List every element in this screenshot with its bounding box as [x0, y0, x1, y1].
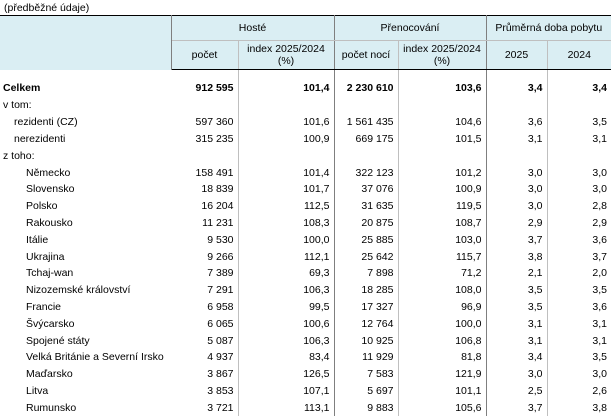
- row-label: z toho:: [3, 149, 35, 162]
- cell-avg-2024: 3,8: [592, 401, 608, 414]
- cell-nights-count: [334, 147, 398, 164]
- cell-guests-count: 4 937: [171, 349, 238, 366]
- cell-guests-index: 99,5: [238, 299, 334, 316]
- cell-guests-index: 101,4: [238, 76, 334, 97]
- cell-guests-index: [238, 97, 334, 114]
- cell-nights-count: 20 875: [334, 215, 398, 232]
- cell-avg-2025: 3,7: [486, 231, 547, 248]
- header-group-avg-stay: Průměrná doba pobytu: [486, 16, 611, 41]
- cell-nights-index: 108,0: [398, 282, 486, 299]
- cell-avg-2024: [547, 97, 611, 114]
- table-row: [0, 332, 611, 349]
- table-row: [0, 315, 611, 332]
- cell-guests-index: 100,9: [238, 131, 334, 148]
- cell-nights-count: 2 230 610: [334, 76, 398, 97]
- table-row: [0, 164, 611, 181]
- cell-guests-count: 7 291: [171, 282, 238, 299]
- cell-avg-2025: [486, 97, 547, 114]
- cell-nights-index: 104,6: [398, 114, 486, 131]
- table-row: [0, 366, 611, 383]
- cell-avg-2025: 3,0: [486, 164, 547, 181]
- cell-guests-count: 912 595: [171, 76, 238, 97]
- cell-guests-count: 11 231: [171, 215, 238, 232]
- cell-guests-index: 112,5: [238, 198, 334, 215]
- table-row: [0, 114, 611, 131]
- cell-avg-2025: 2,5: [486, 383, 547, 400]
- row-label: Rakousko: [26, 216, 73, 229]
- cell-nights-index: 103,6: [398, 76, 486, 97]
- cell-guests-count: 158 491: [171, 164, 238, 181]
- cell-nights-count: 18 285: [334, 282, 398, 299]
- cell-guests-index: 106,3: [238, 332, 334, 349]
- cell-nights-index: [398, 97, 486, 114]
- row-label: Itálie: [26, 233, 49, 246]
- cell-guests-count: 6 958: [171, 299, 238, 316]
- cell-guests-count: 3 721: [171, 399, 238, 416]
- cell-nights-index: [398, 147, 486, 164]
- row-label: Švýcarsko: [26, 317, 75, 330]
- accommodation-table: [0, 15, 611, 416]
- cell-avg-2025: 2,1: [486, 265, 547, 282]
- cell-avg-2024: 2,0: [592, 267, 608, 280]
- cell-avg-2024: 3,0: [592, 166, 608, 179]
- header-group-guests: Hosté: [171, 16, 334, 41]
- cell-nights-index: 119,5: [398, 198, 486, 215]
- cell-avg-2025: 3,6: [486, 114, 547, 131]
- cell-nights-index: 101,5: [398, 131, 486, 148]
- cell-avg-2024: [547, 147, 611, 164]
- cell-guests-index: 101,7: [238, 181, 334, 198]
- row-label: Německo: [26, 166, 71, 179]
- header-avg-2025: 2025: [486, 41, 547, 70]
- cell-guests-count: [171, 97, 238, 114]
- cell-guests-count: 315 235: [171, 131, 238, 148]
- cell-avg-2024: 2,6: [592, 384, 608, 397]
- cell-nights-index: 71,2: [398, 265, 486, 282]
- row-label: Ukrajina: [26, 250, 65, 263]
- table-row: [0, 198, 611, 215]
- cell-avg-2025: 2,9: [486, 215, 547, 232]
- cell-avg-2024: 3,1: [592, 132, 608, 145]
- cell-avg-2025: 3,4: [486, 76, 547, 97]
- table-header: [0, 16, 611, 70]
- cell-avg-2024: 3,6: [592, 300, 608, 313]
- cell-nights-count: 25 642: [334, 248, 398, 265]
- cell-nights-count: 17 327: [334, 299, 398, 316]
- cell-nights-index: 81,8: [398, 349, 486, 366]
- table-row: [0, 383, 611, 400]
- cell-guests-count: 18 839: [171, 181, 238, 198]
- cell-avg-2024: 2,9: [592, 216, 608, 229]
- cell-nights-count: 11 929: [334, 349, 398, 366]
- cell-nights-index: 100,9: [398, 181, 486, 198]
- cell-nights-index: 101,1: [398, 383, 486, 400]
- cell-nights-count: 10 925: [334, 332, 398, 349]
- cell-nights-index: 103,0: [398, 231, 486, 248]
- cell-nights-count: 12 764: [334, 315, 398, 332]
- cell-guests-index: 100,0: [238, 231, 334, 248]
- cell-guests-count: 3 867: [171, 366, 238, 383]
- cell-guests-index: 106,3: [238, 282, 334, 299]
- cell-guests-index: 69,3: [238, 265, 334, 282]
- cell-guests-count: 6 065: [171, 315, 238, 332]
- cell-guests-count: 597 360: [171, 114, 238, 131]
- cell-nights-index: 105,6: [398, 399, 486, 416]
- cell-nights-count: 7 898: [334, 265, 398, 282]
- cell-nights-index: 115,7: [398, 248, 486, 265]
- cell-nights-count: 322 123: [334, 164, 398, 181]
- cell-avg-2024: 3,5: [592, 284, 608, 297]
- cell-avg-2024: 3,6: [592, 233, 608, 246]
- table-row: [0, 299, 611, 316]
- cell-guests-index: 112,1: [238, 248, 334, 265]
- row-label: Nizozemské království: [26, 284, 131, 297]
- cell-avg-2025: 3,0: [486, 181, 547, 198]
- header-guests-count: počet: [171, 41, 238, 70]
- cell-guests-count: 9 266: [171, 248, 238, 265]
- table-row: [0, 248, 611, 265]
- row-label: Litva: [26, 384, 49, 397]
- cell-avg-2024: 3,5: [592, 351, 608, 364]
- cell-guests-index: [238, 147, 334, 164]
- cell-guests-index: 100,6: [238, 315, 334, 332]
- total-row: [0, 76, 611, 97]
- cell-guests-index: 113,1: [238, 399, 334, 416]
- cell-avg-2025: 3,5: [486, 282, 547, 299]
- cell-avg-2025: 3,0: [486, 366, 547, 383]
- cell-nights-count: 37 076: [334, 181, 398, 198]
- table-row: [0, 399, 611, 416]
- cell-nights-index: 108,7: [398, 215, 486, 232]
- row-label: Tchaj-wan: [26, 267, 74, 280]
- table-row: [0, 215, 611, 232]
- cell-guests-count: 16 204: [171, 198, 238, 215]
- cell-avg-2024: 3,4: [592, 82, 608, 94]
- header-group-nights: Přenocování: [334, 16, 486, 41]
- cell-guests-count: [171, 147, 238, 164]
- row-label: Francie: [26, 300, 62, 313]
- cell-avg-2024: 3,0: [592, 183, 608, 196]
- cell-guests-index: 107,1: [238, 383, 334, 400]
- table-row: [0, 349, 611, 366]
- table-row: [0, 231, 611, 248]
- row-label: nerezidenti: [14, 132, 66, 145]
- row-label: Velká Británie a Severní Irsko: [26, 351, 164, 364]
- row-label: Rumunsko: [26, 401, 77, 414]
- table-note: (předběžné údaje): [4, 2, 90, 14]
- cell-guests-count: 7 389: [171, 265, 238, 282]
- cell-avg-2024: 2,8: [592, 200, 608, 213]
- header-nights-count: počet nocí: [334, 41, 398, 70]
- table-row: [0, 131, 611, 148]
- cell-avg-2025: 3,4: [486, 349, 547, 366]
- row-label: Spojené státy: [26, 334, 90, 347]
- cell-nights-index: 106,8: [398, 332, 486, 349]
- table-row: [0, 181, 611, 198]
- cell-nights-count: 669 175: [334, 131, 398, 148]
- cell-nights-count: 9 883: [334, 399, 398, 416]
- cell-avg-2025: 3,8: [486, 248, 547, 265]
- row-label: Polsko: [26, 200, 58, 213]
- row-label: Maďarsko: [26, 368, 73, 381]
- cell-guests-index: 126,5: [238, 366, 334, 383]
- row-label: Celkem: [3, 82, 41, 94]
- cell-avg-2024: 3,1: [592, 334, 608, 347]
- table-row: [0, 265, 611, 282]
- cell-avg-2025: 3,1: [486, 131, 547, 148]
- cell-avg-2025: [486, 147, 547, 164]
- header-avg-2024: 2024: [547, 41, 611, 70]
- cell-guests-index: 108,3: [238, 215, 334, 232]
- cell-nights-index: 96,9: [398, 299, 486, 316]
- cell-avg-2024: 3,1: [592, 317, 608, 330]
- cell-nights-count: 31 635: [334, 198, 398, 215]
- cell-nights-count: 7 583: [334, 366, 398, 383]
- cell-guests-index: 101,6: [238, 114, 334, 131]
- cell-avg-2024: 3,5: [592, 116, 608, 129]
- table-row: [0, 282, 611, 299]
- cell-avg-2025: 3,1: [486, 315, 547, 332]
- cell-nights-count: 25 885: [334, 231, 398, 248]
- cell-guests-count: 5 087: [171, 332, 238, 349]
- cell-guests-count: 3 853: [171, 383, 238, 400]
- row-label: Slovensko: [26, 183, 75, 196]
- cell-nights-count: [334, 97, 398, 114]
- cell-nights-count: 1 561 435: [334, 114, 398, 131]
- table-body: [0, 70, 611, 416]
- cell-avg-2024: 3,7: [592, 250, 608, 263]
- cell-nights-index: 101,2: [398, 164, 486, 181]
- cell-avg-2025: 3,0: [486, 198, 547, 215]
- cell-nights-count: 5 697: [334, 383, 398, 400]
- header-guests-index: index 2025/2024 (%): [238, 41, 334, 70]
- cell-guests-index: 83,4: [238, 349, 334, 366]
- cell-guests-count: 9 530: [171, 231, 238, 248]
- cell-avg-2024: 3,0: [592, 368, 608, 381]
- cell-nights-index: 121,9: [398, 366, 486, 383]
- header-nights-index: index 2025/2024 (%): [398, 41, 486, 70]
- cell-guests-index: 101,4: [238, 164, 334, 181]
- cell-nights-index: 100,0: [398, 315, 486, 332]
- cell-avg-2025: 3,7: [486, 399, 547, 416]
- header-corner: [0, 16, 171, 70]
- row-label: rezidenti (CZ): [14, 116, 78, 129]
- cell-avg-2025: 3,5: [486, 299, 547, 316]
- row-label: v tom:: [3, 99, 32, 112]
- table-row: [0, 147, 611, 164]
- cell-avg-2025: 3,1: [486, 332, 547, 349]
- table-row: [0, 97, 611, 114]
